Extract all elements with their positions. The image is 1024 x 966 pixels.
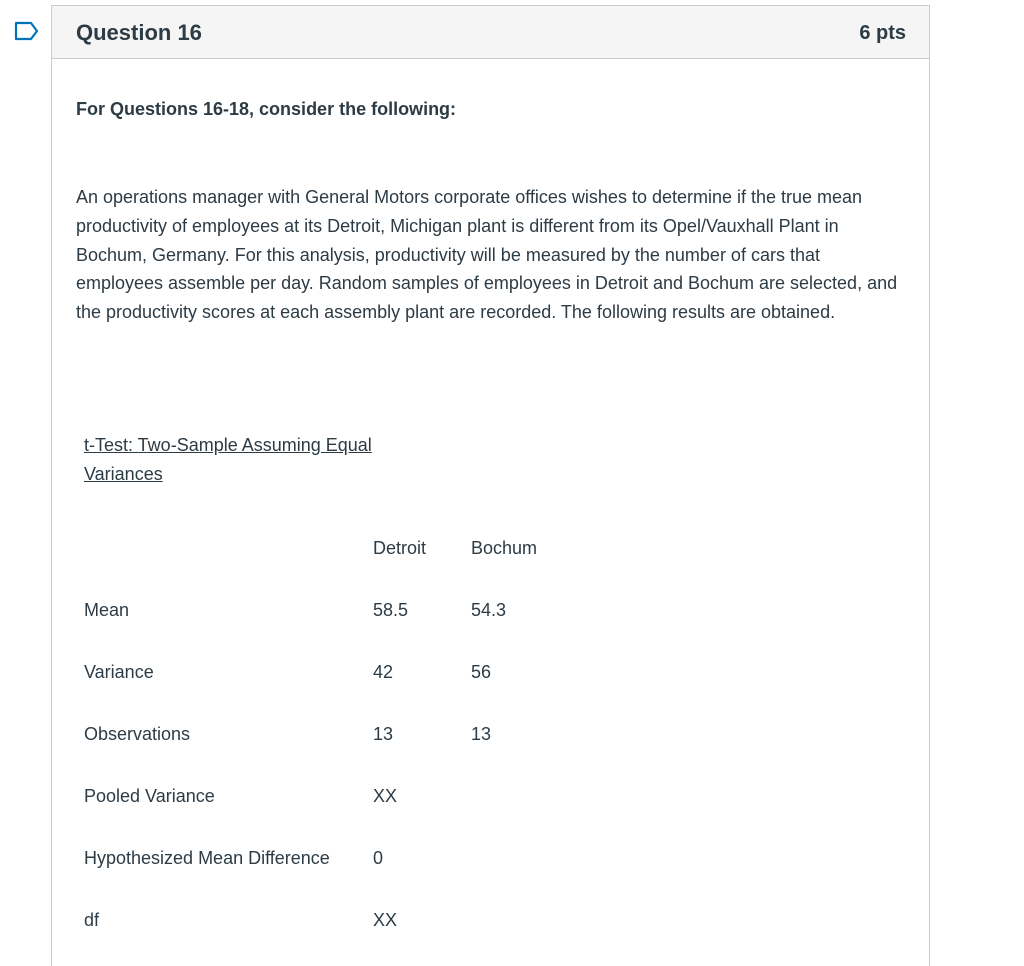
table-row xyxy=(84,641,571,703)
stats-table xyxy=(84,517,571,951)
question-title: Question 16 xyxy=(76,20,202,45)
table-header-cell xyxy=(84,517,373,579)
flag-question-icon[interactable] xyxy=(14,21,40,41)
table-cell: Hypothesized Mean Difference xyxy=(84,847,330,868)
table-cell: XX xyxy=(373,785,398,806)
table-header-cell: Detroit xyxy=(373,537,427,558)
table-header-cell: Bochum xyxy=(471,537,538,558)
table-cell: 56 xyxy=(471,661,492,682)
table-cell: Observations xyxy=(84,723,191,744)
table-row xyxy=(84,765,571,827)
table-cell xyxy=(471,765,571,827)
table-cell: Variance xyxy=(84,661,154,682)
table-title: t-Test: Two-Sample Assuming Equal Variances xyxy=(84,435,372,484)
table-cell xyxy=(471,827,571,889)
question-header xyxy=(52,6,929,59)
table-cell: 13 xyxy=(373,723,394,744)
table-row xyxy=(84,579,571,641)
table-cell: Mean xyxy=(84,599,130,620)
table-cell: 13 xyxy=(471,723,492,744)
question-paragraph: An operations manager with General Motors corporate offices wishes to determine if the true mean productivity of employees at its Detroit, Michigan plant is different from its Opel/Vauxhall Plant in Bochum, Germany. For this analysis, productivity will be measured by the number of cars that employees assemble per day. Random samples of employees in Detroit and Bochum are selected, and the productivity scores at each assembly plant are recorded. The following results are obtained. xyxy=(76,187,898,323)
table-cell: 42 xyxy=(373,661,394,682)
table-row xyxy=(84,703,571,765)
table-row xyxy=(84,889,571,951)
table-row xyxy=(84,827,571,889)
table-cell: XX xyxy=(373,909,398,930)
table-cell: df xyxy=(84,909,100,930)
table-cell: 0 xyxy=(373,847,384,868)
table-cell xyxy=(471,889,571,951)
table-cell: Pooled Variance xyxy=(84,785,215,806)
table-cell: 58.5 xyxy=(373,599,409,620)
question-points: 6 pts xyxy=(859,22,906,44)
table-cell: 54.3 xyxy=(471,599,507,620)
table-header-row xyxy=(84,517,571,579)
question-intro: For Questions 16-18, consider the following: xyxy=(76,99,457,119)
question-card xyxy=(51,5,930,966)
